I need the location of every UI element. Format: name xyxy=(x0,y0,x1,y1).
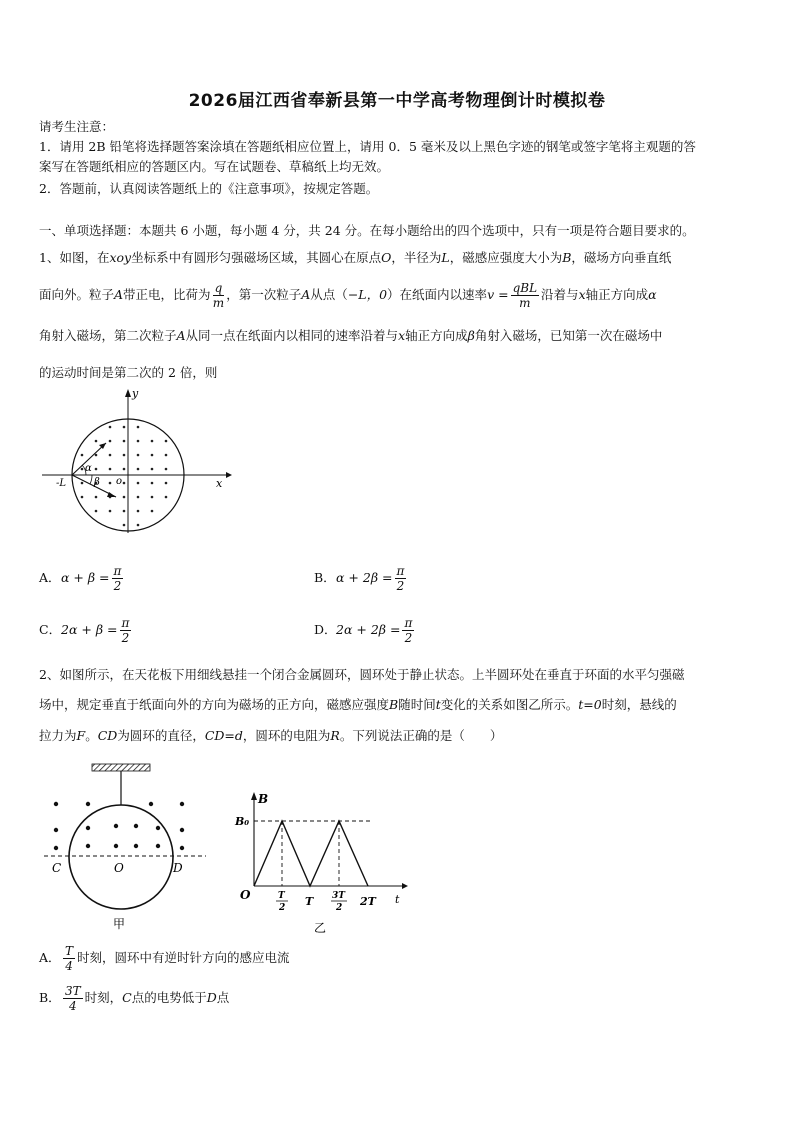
origin-label: O xyxy=(240,888,251,902)
field-dot xyxy=(81,496,84,499)
field-dot xyxy=(123,510,126,513)
q2-option-a[interactable]: A． $\frac{T}{4}$ 时刻，圆环中有逆时针方向的感应电流 xyxy=(39,944,290,973)
q1-line-2: 面向外。粒子A带正电，比荷为 $\frac{q}{m}$ ，第一次粒子A从点（−L，0）在纸面内以速率v = $\frac{\text{qBL}}{m}$ 沿着与x轴正方向成α xyxy=(39,281,657,310)
field-dot xyxy=(180,846,184,850)
field-dot xyxy=(95,468,98,471)
field-dot xyxy=(81,468,84,471)
y-axis-label: y xyxy=(132,387,139,400)
field-dot xyxy=(165,482,168,485)
figure-caption-jia: 甲 xyxy=(113,917,126,931)
notice-heading: 请考生注意： xyxy=(39,119,115,134)
x-axis-label: x xyxy=(216,477,223,490)
field-dot xyxy=(137,482,140,485)
field-dot xyxy=(109,510,112,513)
field-dot xyxy=(134,824,138,828)
field-dot xyxy=(151,454,154,457)
field-dot xyxy=(54,846,58,850)
t-half-den: 2 xyxy=(279,903,286,913)
two-t-label: 2T xyxy=(360,895,376,908)
field-dot xyxy=(137,468,140,471)
t-three-half-num: 3T xyxy=(332,891,345,901)
field-dot xyxy=(151,440,154,443)
field-dot xyxy=(151,482,154,485)
q2-figure-yi xyxy=(232,786,412,936)
field-dot xyxy=(54,802,58,806)
field-dot xyxy=(86,844,90,848)
field-dot xyxy=(123,524,126,527)
field-dots xyxy=(81,426,168,527)
b-axis-label: B xyxy=(258,792,269,806)
field-dots xyxy=(54,802,184,850)
t-label: T xyxy=(305,895,314,908)
field-dot xyxy=(149,802,153,806)
field-dot xyxy=(180,828,184,832)
field-dot xyxy=(86,802,90,806)
field-dot xyxy=(137,426,140,429)
label-o: O xyxy=(114,861,124,875)
field-dot xyxy=(123,440,126,443)
q2-figure-jia xyxy=(36,760,226,935)
field-dot xyxy=(137,524,140,527)
beta-label: β xyxy=(94,477,100,488)
alpha-label: α xyxy=(85,463,92,474)
field-dot xyxy=(95,440,98,443)
field-dot xyxy=(134,844,138,848)
field-dot xyxy=(137,510,140,513)
field-dot xyxy=(95,454,98,457)
notice-item-1-line-1: 1．请用 2B 铅笔将选择题答案涂填在答题纸相应位置上，请用 0．5 毫米及以上黑色字迹的钢笔或签字笔将主观题的答 xyxy=(39,139,696,154)
figure-caption-yi: 乙 xyxy=(314,921,327,935)
page-title: 2026届江西省奉新县第一中学高考物理倒计时模拟卷 xyxy=(188,91,606,111)
neg-L-label: -L xyxy=(56,478,67,489)
field-dot xyxy=(137,440,140,443)
y-axis-arrow xyxy=(125,389,131,397)
field-dot xyxy=(109,468,112,471)
q1-line-3: 角射入磁场，第二次粒子A从同一点在纸面内以相同的速率沿着与x轴正方向成β角射入磁场，已知第一次在磁场中 xyxy=(39,328,663,343)
q1-option-a[interactable]: A．α + β = $\frac{\pi}{2}$ xyxy=(39,564,122,593)
field-dot xyxy=(123,454,126,457)
section-heading: 一、单项选择题：本题共 6 小题，每小题 4 分，共 24 分。在每小题给出的四个选项中，只有一项是符合题目要求的。 xyxy=(39,223,695,238)
field-dot xyxy=(54,828,58,832)
ceiling xyxy=(92,764,150,771)
field-dot xyxy=(95,510,98,513)
field-dot xyxy=(151,496,154,499)
field-dot xyxy=(109,454,112,457)
field-dot xyxy=(114,844,118,848)
field-dot xyxy=(165,454,168,457)
label-d: D xyxy=(173,861,183,875)
t-three-half-den: 2 xyxy=(336,903,343,913)
q1-option-c[interactable]: C．2α + β = $\frac{\pi}{2}$ xyxy=(39,616,130,645)
b-t-curve xyxy=(254,821,368,886)
q1-line-4: 的运动时间是第二次的 2 倍，则 xyxy=(39,365,218,380)
t-half-num: T xyxy=(278,891,285,901)
field-dot xyxy=(137,496,140,499)
field-dot xyxy=(109,440,112,443)
charge-mass-fraction: $\frac{q}{m}$ xyxy=(212,281,225,310)
field-dot xyxy=(95,496,98,499)
field-dot xyxy=(81,482,84,485)
field-dot xyxy=(165,440,168,443)
field-dot xyxy=(151,468,154,471)
q2-option-b[interactable]: B． $\frac{3T}{4}$ 时刻，C点的电势低于D点 xyxy=(39,984,230,1013)
q2-line-2: 场中，规定垂直于纸面向外的方向为磁场的正方向，磁感应强度B随时间t变化的关系如图乙所示。t=0时刻，悬线的 xyxy=(39,697,677,712)
field-dot xyxy=(109,482,112,485)
b-axis-arrow xyxy=(251,792,257,800)
field-dot xyxy=(123,426,126,429)
velocity-fraction: $\frac{\text{qBL}}{m}$ xyxy=(512,281,538,310)
field-dot xyxy=(151,510,154,513)
label-c: C xyxy=(52,861,62,875)
origin-label: o xyxy=(116,476,123,487)
field-dot xyxy=(156,844,160,848)
metal-ring xyxy=(69,805,173,909)
field-dot xyxy=(180,802,184,806)
q1-option-b[interactable]: B．α + 2β = $\frac{\pi}{2}$ xyxy=(314,564,405,593)
notice-item-1-line-2: 案写在答题纸相应的答题区内。写在试题卷、草稿纸上均无效。 xyxy=(39,159,390,174)
q1-option-d[interactable]: D．2α + 2β = $\frac{\pi}{2}$ xyxy=(314,616,413,645)
field-dot xyxy=(86,826,90,830)
q1-magnetic-field-diagram xyxy=(36,385,236,535)
q1-line-1: 1、如图，在xoy坐标系中有圆形匀强磁场区域，其圆心在原点O，半径为L，磁感应强度大小为B，磁场方向垂直纸 xyxy=(39,250,672,265)
field-dot xyxy=(81,454,84,457)
field-dot xyxy=(123,496,126,499)
notice-item-2: 2．答题前，认真阅读答题纸上的《注意事项》，按规定答题。 xyxy=(39,181,379,196)
field-dot xyxy=(114,824,118,828)
field-dot xyxy=(137,454,140,457)
field-dot xyxy=(165,468,168,471)
field-dot xyxy=(109,426,112,429)
t-axis-arrow xyxy=(402,883,408,889)
field-dot xyxy=(156,826,160,830)
q2-line-1: 2、如图所示，在天花板下用细线悬挂一个闭合金属圆环，圆环处于静止状态。上半圆环处在垂直于环面的水平匀强磁 xyxy=(39,667,685,682)
beta-arc xyxy=(90,475,92,484)
b0-label: B₀ xyxy=(235,815,250,828)
field-dot xyxy=(165,496,168,499)
t-axis-label: t xyxy=(395,893,400,906)
field-dot xyxy=(123,468,126,471)
x-axis-arrow xyxy=(226,472,232,478)
q2-line-3: 拉力为F。CD为圆环的直径，CD=d，圆环的电阻为R。下列说法正确的是（ ） xyxy=(39,728,503,743)
field-dot xyxy=(123,482,126,485)
